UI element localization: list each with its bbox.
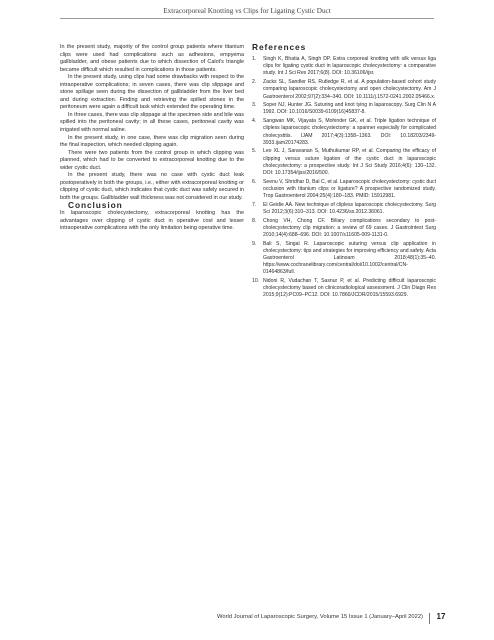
conclusion-paragraph: In laparoscopic cholecystectomy, extracorporeal knotting has the advantages over clipping of cystic duct in operative cost and lesser intraoperative complications with the only limitation being operative time. [60, 210, 244, 232]
reference-item [252, 56, 436, 77]
reference-item [252, 202, 436, 216]
references-heading: References [252, 42, 307, 52]
reference-number: 7. [252, 201, 257, 208]
reference-item [252, 118, 436, 147]
reference-text: Nidoni R, Vudachan T, Sasnur P, et al. Predicting difficult laparoscopic cholecystectomy based on clinicoradiological assessment. J Clin Diagn Res 2015;9(12):PC09–PC12. DOI: 10.7860/JCDR/2015/15593.6929. [263, 278, 436, 299]
paragraph: In the present study, in one case, there was clip migration seen during the final inspection, which needed clipping again. [60, 134, 244, 149]
reference-text: Seenu V, Shridhar D, Bal C, et al. Laparoscopic cholecystectomy: cystic duct occlusion with titanium clips or ligature? A prospective randomized study. Trop Gastroenterol 2004;25(4):180–183. PMID: 15912981. [263, 178, 436, 199]
references-column [252, 44, 436, 301]
reference-item [252, 179, 436, 200]
reference-number: 9. [252, 240, 257, 247]
reference-number: 3. [252, 102, 257, 109]
reference-text: Soper NJ, Hunter JG. Suturing and knot tying in laparoscopy. Surg Clin N A 1992. DOI: 10.1016/S0039-6109(16)45837-8. [263, 102, 436, 116]
reference-item [252, 278, 436, 299]
running-title: Extracorporeal Knotting vs Clips for Ligating Cystic Duct [163, 7, 331, 15]
reference-text: Zacks SL, Sandler RS, Rutledge R, et al. A population-based cohort study comparing laparoscopic cholecystectomy and open cholecystectomy. Am J Gastroenterol 2002;97(2):334–340. DOI: 10.1111/j.1572-0241.2002.05466.x. [263, 79, 436, 100]
reference-list [252, 56, 436, 299]
reference-number: 8. [252, 217, 257, 224]
reference-number: 1. [252, 56, 257, 63]
reference-number: 10. [252, 278, 260, 285]
paragraph: In the present study, majority of the control group patients where titanium clips were used had complications such as adhesions, empyema gallbladder, and obese patients due to which dissection of Calot's triangle became difficult which resulted in complications in those patients. [60, 44, 244, 73]
reference-item [252, 79, 436, 100]
reference-text: El Geidie AA. New technique of clipless laparoscopic cholecystectomy. Surg Sci 2012;3(6):310–313. DOI: 10.4236/ss.2012.36061. [263, 201, 436, 215]
reference-number: 4. [252, 118, 257, 125]
reference-number: 5. [252, 148, 257, 155]
reference-item [252, 148, 436, 177]
journal-citation: World Journal of Laparoscopic Surgery, Volume 15 Issue 1 (January–April 2022) [216, 614, 423, 620]
page-number: 17 [436, 612, 446, 621]
reference-text: Leo XL J, Saravanan S, Muthukumar RP, et al. Comparing the efficacy of clipping versus suture ligation of the cystic duct in laparoscopic cholecystectomy: a prospective study. Int J Sci Study 2016;4(6): 130–132. DOI: 10.17354/ijss/2016/500. [263, 148, 436, 176]
reference-number: 6. [252, 178, 257, 185]
conclusion-heading: Conclusion [68, 200, 123, 211]
page-footer [0, 612, 494, 626]
reference-text: Sangwan MK, Vijayata S, Mohinder GK, et al. Triple ligation technique of clipless laparoscopic cholecystectomy: a spanner especially for complicated cholecystitis. IJAM 2017;4(3):1358–1363. DOI: 10.18203/2349-3933.ijam20174283. [263, 118, 436, 146]
left-column [60, 44, 244, 233]
paragraph: In the present study, using clips had some drawbacks with respect to the intraoperative complications; in seven cases, there was clip slippage and stone spillage seen during the dissection of gallbladder from the liver bed and during extraction. Finding and retrieving the spilled stones in the peritoneum were again a difficult task which extended the operating time. [60, 74, 244, 111]
paragraph: There were two patients from the control group in which clipping was planned, which had to be converted to extracorporeal knotting due to the wider cystic duct. [60, 149, 244, 171]
reference-number: 2. [252, 79, 257, 86]
footer-divider [429, 613, 430, 624]
reference-text: Singh K, Bhatia A, Singh DP. Extra corporeal knotting with silk versus liga clips for ligating cystic duct in laparoscopic cholecystectomy: a comparative study. Int J Sci Res 2017;6(8). DOI: 10.36106/ijsr. [263, 56, 436, 77]
paragraph: In the present study, there was no case with cystic duct leak postoperatively in both the groups, i.e., either with extracorporeal knotting or clipping of cystic duct, which indicates that cystic duct was safely secured in both the groups. Gallbladder wall thickness was not considered in our study. [60, 172, 244, 201]
reference-text: Bali S, Singal R. Laparoscopic suturing versus clip application in cholecystectomy: tips and strategies for improving efficiency and safety. Acta Gastroenterol Latinoam 2018;48(1):35–40. https://www.cochranelibrary.com/central/doi/10.1002/central/CN-01464863/full. [263, 240, 436, 276]
paragraph: In three cases, there was clip slippage at the specimen side and bile was spilled into the peritoneal cavity; in all these cases, peritoneal cavity was irrigated with normal saline. [60, 111, 244, 134]
reference-item [252, 102, 436, 116]
reference-item [252, 241, 436, 277]
header-rule [60, 18, 434, 19]
reference-item [252, 218, 436, 239]
reference-text: Chong VH, Chong CF. Biliary complications secondary to post-cholecystectomy clip migration: a review of 69 cases. J Gastrointest Surg 2010;14(4):688–696. DOI: 10.1007/s11605-009-1131-0. [263, 217, 436, 238]
